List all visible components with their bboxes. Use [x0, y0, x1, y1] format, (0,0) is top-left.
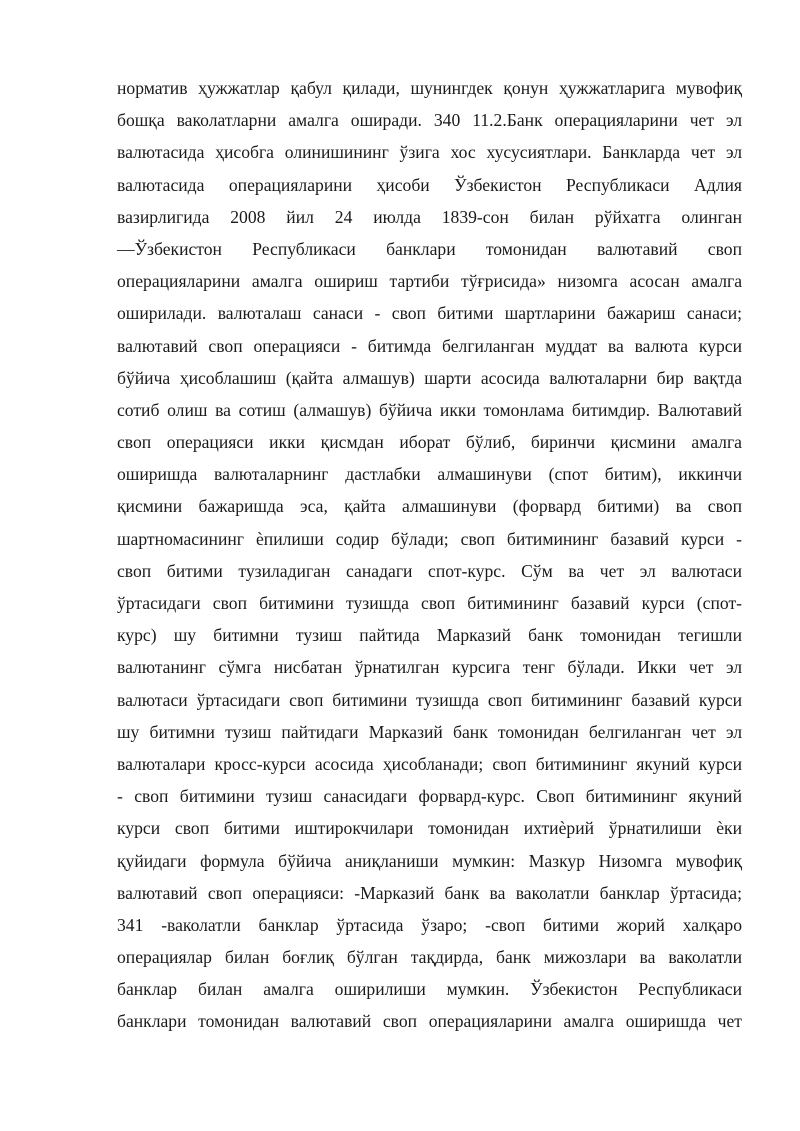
text-line: банклар билан амалга оширилиши мумкин. Ўзбекистон Республикаси	[117, 979, 742, 1000]
text-line: сотиб олиш ва сотиш (алмашув) бўйича икки томонлама битимдир. Валютавий	[117, 399, 742, 420]
text-line: валютасида операцияларини ҳисоби Ўзбекистон Республикаси Адлия	[117, 174, 742, 195]
text-line: бошқа ваколатларни амалга оширади. 340 11.2.Банк операцияларини чет эл	[117, 110, 742, 131]
text-line: своп битими тузиладиган санадаги спот-курс. Сўм ва чет эл валютаси	[117, 560, 742, 581]
body-text	[117, 72, 742, 1038]
text-line: қисмини бажаришда эса, қайта алмашинуви (форвард битими) ва своп	[117, 496, 742, 517]
text-line: валютасида ҳисобга олинишининг ўзига хос хусусиятлари. Банкларда чет эл	[117, 142, 742, 163]
text-line: оширилади. валюталаш санаси - своп битими шартларини бажариш санаси;	[117, 303, 742, 324]
text-line: бўйича ҳисоблашиш (қайта алмашув) шарти асосида валюталарни бир вақтда	[117, 367, 742, 388]
text-line: ―Ўзбекистон Республикаси банклари томонидан валютавий своп	[117, 238, 742, 259]
text-line: валюталари кросс-курси асосида ҳисобланади; своп битимининг якуний курси	[117, 753, 742, 774]
text-line: валютанинг сўмга нисбатан ўрнатилган курсига тенг бўлади. Икки чет эл	[117, 657, 742, 678]
text-line: ўртасидаги своп битимини тузишда своп битимининг базавий курси (спот-	[117, 593, 742, 613]
text-line: курси своп битими иштирокчилари томонидан ихтиѐрий ўрнатилиши ѐки	[117, 818, 742, 839]
text-line: 341 -ваколатли банклар ўртасида ўзаро; -своп битими жорий халқаро	[117, 914, 742, 935]
text-line: шу битимни тузиш пайтидаги Марказий банк томонидан белгиланган чет эл	[117, 721, 742, 742]
text-line: норматив ҳужжатлар қабул қилади, шунингдек қонун ҳужжатларига мувофиқ	[117, 78, 742, 98]
text-line: операциялар билан боғлиқ бўлган тақдирда, банк мижозлари ва ваколатли	[117, 947, 742, 968]
text-line: шартномасининг ѐпилиши содир бўлади; своп битимининг базавий курси -	[117, 528, 742, 549]
text-line: валютавий своп операцияси: -Марказий банк ва ваколатли банклар ўртасида;	[117, 882, 742, 903]
text-line: операцияларини амалга ошириш тартиби тўғрисида» низомга асосан амалга	[117, 271, 742, 292]
text-line: валютаси ўртасидаги своп битимини тузишда своп битимининг базавий курси	[117, 689, 742, 710]
text-line: валютавий своп операцияси - битимда белгиланган муддат ва валюта курси	[117, 335, 742, 356]
text-line: курс) шу битимни тузиш пайтида Марказий банк томонидан тегишли	[117, 625, 742, 646]
text-line: қуйидаги формула бўйича аниқланиши мумкин: Мазкур Низомга мувофиқ	[117, 850, 742, 871]
text-line: оширишда валюталарнинг дастлабки алмашинуви (спот битим), иккинчи	[117, 464, 742, 485]
text-line: своп операцияси икки қисмдан иборат бўлиб, биринчи қисмини амалга	[117, 432, 742, 453]
text-line: банклари томонидан валютавий своп операцияларини амалга оширишда чет	[117, 1011, 742, 1032]
text-line: - своп битимини тузиш санасидаги форвард-курс. Своп битимининг якуний	[117, 786, 742, 807]
text-line: вазирлигида 2008 йил 24 июлда 1839-сон билан рўйхатга олинган	[117, 206, 742, 227]
